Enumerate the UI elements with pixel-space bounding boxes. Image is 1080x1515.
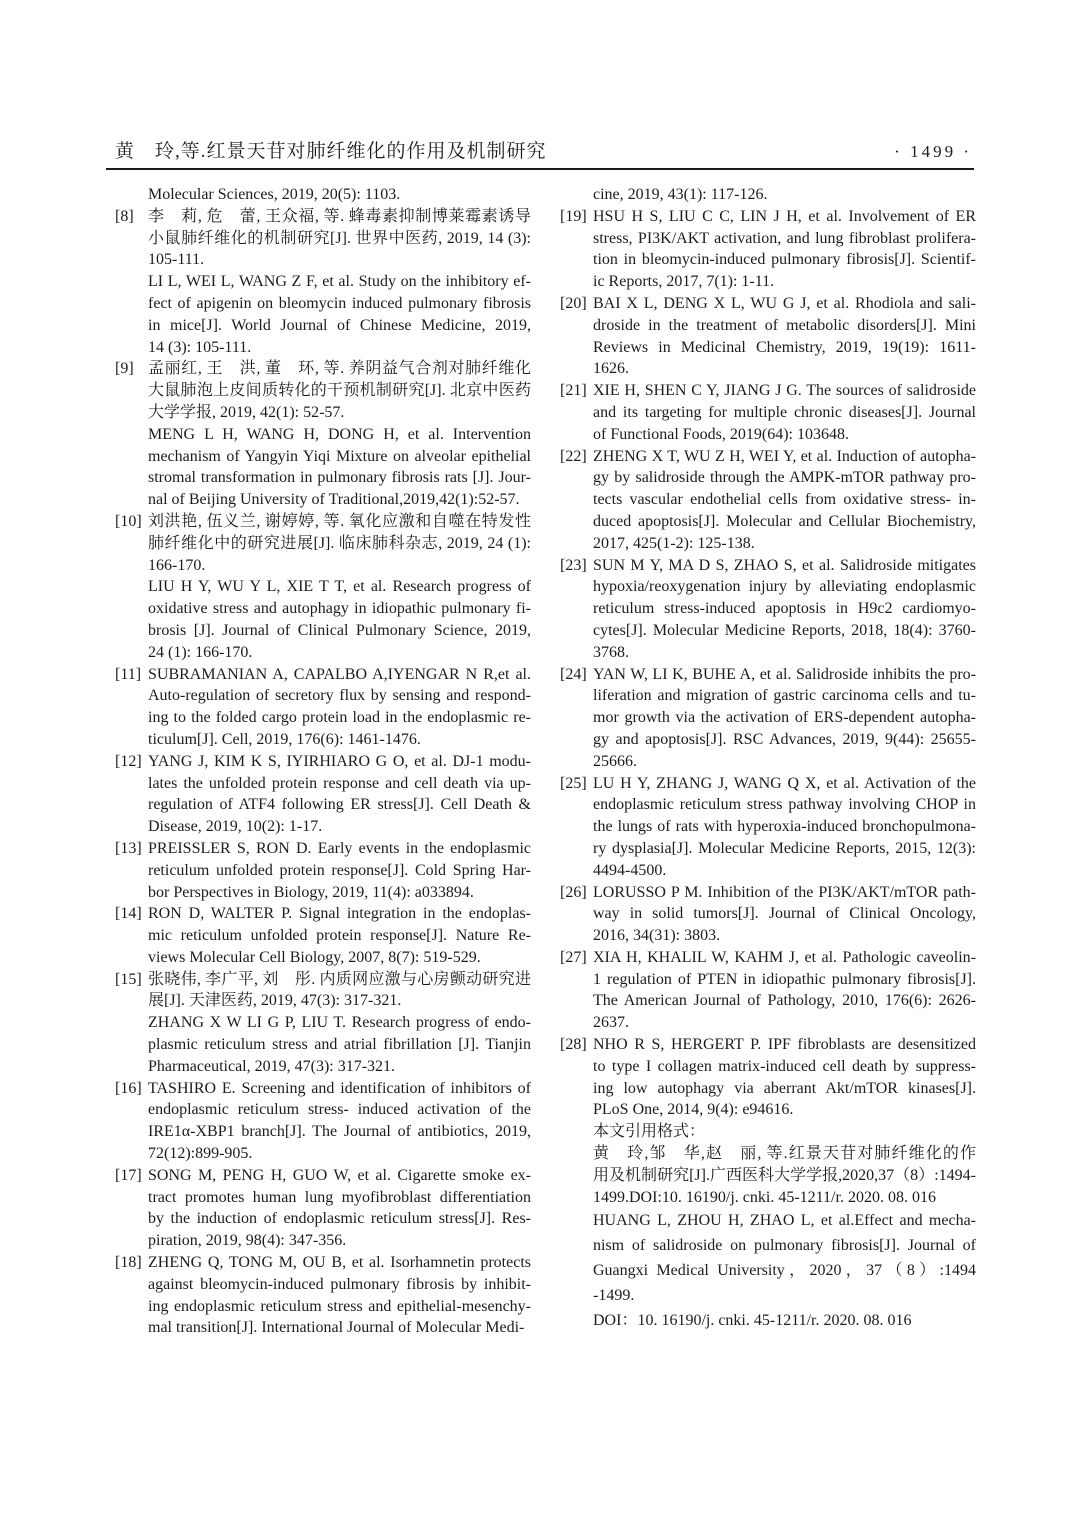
reference-line: cytes[J]. Molecular Medicine Reports, 2018, 18(4): 3760- [593,621,976,639]
reference-line: LI L, WEI L, WANG Z F, et al. Study on the inhibitory ef- [148,273,531,291]
reference-line: ticulum[J]. Cell, 2019, 176(6): 1461-1476. [148,730,421,748]
reference-line: 黄 玲,邹 华,赵 丽, 等.红景天苷对肺纤维化的作 [593,1145,976,1163]
reference-line: 2017, 425(1-2): 125-138. [593,534,755,552]
reference-item [560,184,976,206]
reference-line: fect of apigenin on bleomycin induced pulmonary fibrosis [148,294,531,312]
reference-segment [148,576,531,663]
reference-number: [27] [560,948,587,966]
reference-line: 72(12):899-905. [148,1145,253,1163]
reference-line: regulation of ATF4 following ER stress[J]. Cell Death & [148,796,531,814]
reference-line: SUN M Y, MA D S, ZHAO S, et al. Salidroside mitigates [593,556,976,574]
reference-line: NHO R S, HERGERT P. IPF fibroblasts are desensitized [593,1036,976,1054]
reference-segment [593,184,976,206]
reference-line: HUANG L, ZHOU H, ZHAO L, et al.Effect and mecha- [593,1212,976,1230]
reference-line: mor growth via the activation of ERS-dependent autopha- [593,709,976,727]
reference-line: 1499.DOI:10. 16190/j. cnki. 45-1211/r. 2020. 08. 016 [593,1188,936,1206]
reference-line: endoplasmic reticulum stress- induced activation of the [148,1101,531,1119]
reference-segment [593,664,976,773]
reference-line: ing to the folded cargo protein load in the endoplasmic re- [148,709,531,727]
reference-line: 大学学报, 2019, 42(1): 52-57. [148,403,345,421]
reference-segment [593,555,976,664]
reference-number: [28] [560,1036,587,1054]
reference-line: Reviews in Medicinal Chemistry, 2019, 19(19): 1611- [593,338,976,356]
reference-item [560,446,976,555]
reference-item [560,947,976,1034]
reference-number: [25] [560,774,587,792]
reference-line: 用及机制研究[J].广西医科大学学报,2020,37（8）:1494- [593,1166,976,1184]
reference-item [115,838,531,903]
reference-line: 3768. [593,643,629,661]
reference-segment [148,1012,531,1077]
reference-line: 小鼠肺纤维化的机制研究[J]. 世界中医药, 2019, 14 (3): [148,229,531,247]
reference-line: 1626. [593,360,629,378]
reference-line: duced apoptosis[J]. Molecular and Cellular Biochemistry, [593,512,976,530]
reference-line: droside in the treatment of metabolic disorders[J]. Mini [593,316,976,334]
reference-line: ZHANG X W LI G P, LIU T. Research progress of endo- [148,1014,531,1032]
reference-number: [22] [560,447,587,465]
reference-line: tion in bleomycin-induced pulmonary fibrosis[J]. Scientif- [593,251,976,269]
reference-line: BAI X L, DENG X L, WU G J, et al. Rhodiola and sali- [593,294,976,312]
reference-item [115,206,531,359]
reference-line: hypoxia/reoxygenation injury by alleviating endoplasmic [593,578,976,596]
reference-line: gy and apoptosis[J]. RSC Advances, 2019, 9(44): 25655- [593,730,976,748]
reference-number: [15] [115,970,142,988]
reference-item [115,511,531,664]
reference-line: of Functional Foods, 2019(64): 103648. [593,425,849,443]
reference-line: Guangxi Medical University，2020，37（8）:1494 -1499. [593,1262,976,1305]
reference-segment [593,446,976,555]
reference-segment [148,903,531,968]
reference-line: brosis [J]. Journal of Clinical Pulmonary Science, 2019, [148,621,531,639]
reference-line: by the induction of endoplasmic reticulum stress[J]. Res- [148,1210,531,1228]
reference-line: IRE1α-XBP1 branch[J]. The Journal of antibiotics, 2019, [148,1123,531,1141]
reference-line: LORUSSO P M. Inhibition of the PI3K/AKT/mTOR path- [593,883,976,901]
reference-line: Molecular Sciences, 2019, 20(5): 1103. [148,186,401,203]
reference-segment [148,1165,531,1252]
reference-line: ing low autophagy via aberrant Akt/mTOR kinases[J]. [593,1079,976,1097]
reference-line: 孟丽红, 王 洪, 董 环, 等. 养阴益气合剂对肺纤维化 [148,360,531,378]
page-number: · 1499 · [894,142,972,161]
reference-segment [148,664,531,751]
reference-line: 大鼠肺泡上皮间质转化的干预机制研究[J]. 北京中医药 [148,382,531,400]
reference-number: [11] [115,665,142,683]
reference-item [115,751,531,838]
reference-segment [148,511,531,576]
reference-item [560,882,976,947]
reference-line: to type I collagen matrix-induced cell death by suppress- [593,1057,976,1075]
reference-line: SONG M, PENG H, GUO W, et al. Cigarette smoke ex- [148,1166,531,1184]
reference-line: The American Journal of Pathology, 2010, 176(6): 2626- [593,992,976,1010]
reference-item [560,773,976,882]
reference-line: mechanism of Yangyin Yiqi Mixture on alveolar epithelial [148,447,531,465]
reference-line: plasmic reticulum stress and atrial fibrillation [J]. Tianjin [148,1036,531,1054]
reference-line: PLoS One, 2014, 9(4): e94616. [593,1101,794,1119]
running-title: 黄 玲,等.红景天苷对肺纤维化的作用及机制研究 [115,141,547,162]
reference-number: [24] [560,665,587,683]
reference-line: 本文引用格式： [593,1123,706,1141]
reference-line: way in solid tumors[J]. Journal of Clinical Oncology, [593,905,976,923]
reference-item [115,1165,531,1252]
reference-line: MENG L H, WANG H, DONG H, et al. Intervention [148,425,531,443]
reference-item [115,358,531,511]
reference-item [115,1252,531,1339]
reference-number: [20] [560,294,587,312]
reference-line: 4494-4500. [593,861,667,879]
reference-line: in mice[J]. World Journal of Chinese Medicine, 2019, [148,316,531,334]
reference-line: XIA H, KHALIL W, KAHM J, et al. Pathologic caveolin- [593,948,976,966]
reference-line: 李 莉, 危 蕾, 王众福, 等. 蜂毒素抑制博莱霉素诱导 [148,207,531,225]
header-rule [106,168,974,170]
reference-segment [148,751,531,838]
reference-number: [14] [115,905,142,923]
reference-line: oxidative stress and autophagy in idiopathic pulmonary fi- [148,600,531,618]
reference-segment [593,380,976,445]
reference-segment [148,424,531,511]
reference-line: 2637. [593,1014,629,1032]
reference-segment [148,1252,531,1339]
reference-segment [148,969,531,1013]
reference-line: 刘洪艳, 伍义兰, 谢婷婷, 等. 氧化应激和自噬在特发性 [148,512,531,530]
reference-number: [23] [560,556,587,574]
reference-line: nal of Beijing University of Traditional,2019,42(1):52-57. [148,491,520,509]
reference-line: ing endoplasmic reticulum stress and epithelial-mesenchy- [148,1297,531,1315]
reference-line: mal transition[J]. International Journal of Molecular Medi- [148,1319,525,1337]
reference-item [560,1034,976,1333]
reference-line: bor Perspectives in Biology, 2019, 11(4): a033894. [148,883,474,901]
reference-item [560,380,976,445]
reference-line: 2016, 34(31): 3803. [593,927,721,945]
reference-line: tract promotes human lung myofibroblast differentiation [148,1188,531,1206]
reference-item [115,969,531,1078]
reference-segment [593,773,976,882]
reference-number: [18] [115,1254,142,1272]
reference-line: YAN W, LI K, BUHE A, et al. Salidroside inhibits the pro- [593,665,976,683]
reference-line: ry dysplasia[J]. Molecular Medicine Reports, 2015, 12(3): [593,839,976,857]
reference-line: nism of salidroside on pulmonary fibrosis[J]. Journal of [593,1237,976,1255]
reference-line: SUBRAMANIAN A, CAPALBO A,IYENGAR N R,et al. [148,665,531,683]
reference-segment [593,1121,976,1143]
reference-line: views Molecular Cell Biology, 2007, 8(7): 519-529. [148,948,481,966]
reference-segment [148,1078,531,1165]
reference-line: Auto-regulation of secretory flux by sensing and respond- [148,687,531,705]
reference-segment [593,1143,976,1208]
reference-number: [9] [115,360,134,378]
reference-line: mic reticulum unfolded protein response[J]. Nature Re- [148,927,531,945]
reference-number: [26] [560,883,587,901]
reference-line: LIU H Y, WU Y L, XIE T T, et al. Research progress of [148,578,531,596]
reference-line: 1 regulation of PTEN in idiopathic pulmonary fibrosis[J]. [593,970,976,988]
reference-line: the lungs of rats with hyperoxia-induced bronchopulmona- [593,818,976,836]
reference-line: Disease, 2019, 10(2): 1-17. [148,818,323,836]
reference-number: [12] [115,752,142,770]
reference-line: YANG J, KIM K S, IYIRHIARO G O, et al. DJ-1 modu- [148,752,531,770]
reference-segment [148,271,531,358]
reference-line: PREISSLER S, RON D. Early events in the endoplasmic [148,839,531,857]
reference-line: HSU H S, LIU C C, LIN J H, et al. Involvement of ER [593,207,976,225]
reference-line: 张晓伟, 李广平, 刘 彤. 内质网应激与心房颤动研究进 [148,970,531,988]
reference-line: 14 (3): 105-111. [148,338,252,356]
references-column-right [560,184,976,1333]
page-header [115,136,972,163]
reference-segment [148,184,531,206]
reference-line: endoplasmic reticulum stress pathway involving CHOP in [593,796,976,814]
reference-number: [19] [560,207,587,225]
reference-segment [593,1208,976,1333]
reference-segment [148,838,531,903]
reference-line: and its targeting for multiple chronic diseases[J]. Journal [593,403,976,421]
reference-line: RON D, WALTER P. Signal integration in the endoplas- [148,905,531,923]
reference-item [115,664,531,751]
reference-item [115,184,531,206]
reference-line: 166-170. [148,556,206,574]
reference-line: cine, 2019, 43(1): 117-126. [593,186,768,203]
reference-line: 肺纤维化中的研究进展[J]. 临床肺科杂志, 2019, 24 (1): [148,534,531,552]
reference-item [560,664,976,773]
reference-segment [593,947,976,1034]
reference-line: stromal transformation in pulmonary fibrosis rats [J]. Jour- [148,469,531,487]
reference-line: reticulum unfolded protein response[J]. Cold Spring Har- [148,861,531,879]
reference-segment [593,206,976,293]
reference-line: 展[J]. 天津医药, 2019, 47(3): 317-321. [148,992,402,1010]
reference-line: ic Reports, 2017, 7(1): 1-11. [593,273,775,291]
reference-number: [21] [560,382,587,400]
reference-item [115,903,531,968]
reference-line: 24 (1): 166-170. [148,643,253,661]
reference-segment [148,206,531,271]
reference-segment [148,358,531,423]
reference-line: LU H Y, ZHANG J, WANG Q X, et al. Activation of the [593,774,976,792]
reference-line: against bleomycin-induced pulmonary fibrosis by inhibit- [148,1275,531,1293]
reference-number: [10] [115,512,142,530]
reference-line: piration, 2019, 98(4): 347-356. [148,1232,347,1250]
reference-number: [8] [115,207,134,225]
reference-number: [16] [115,1079,142,1097]
reference-item [560,206,976,293]
reference-segment [593,882,976,947]
reference-line: TASHIRO E. Screening and identification of inhibitors of [148,1079,531,1097]
reference-item [115,1078,531,1165]
references-column-left [115,184,531,1339]
reference-segment [593,1034,976,1121]
reference-line: reticulum stress-induced apoptosis in H9c2 cardiomyo- [593,600,976,618]
reference-line: ZHENG X T, WU Z H, WEI Y, et al. Induction of autopha- [593,447,976,465]
reference-line: 105-111. [148,251,205,269]
reference-line: 25666. [593,752,637,770]
reference-item [560,293,976,380]
reference-line: liferation and migration of gastric carcinoma cells and tu- [593,687,976,705]
reference-line: XIE H, SHEN C Y, JIANG J G. The sources of salidroside [593,382,976,400]
reference-number: [17] [115,1166,142,1184]
reference-line: lates the unfolded protein response and cell death via up- [148,774,531,792]
reference-number: [13] [115,839,142,857]
reference-item [560,555,976,664]
reference-line: DOI：10. 16190/j. cnki. 45-1211/r. 2020. 08. 016 [593,1312,912,1330]
reference-segment [593,293,976,380]
reference-line: stress, PI3K/AKT activation, and lung fibroblast prolifera- [593,229,976,247]
reference-line: ZHENG Q, TONG M, OU B, et al. Isorhamnetin protects [148,1254,531,1272]
reference-line: gy by salidroside through the AMPK-mTOR pathway pro- [593,469,976,487]
reference-line: Pharmaceutical, 2019, 47(3): 317-321. [148,1057,396,1075]
reference-line: tects vascular endothelial cells from oxidative stress- in- [593,491,976,509]
